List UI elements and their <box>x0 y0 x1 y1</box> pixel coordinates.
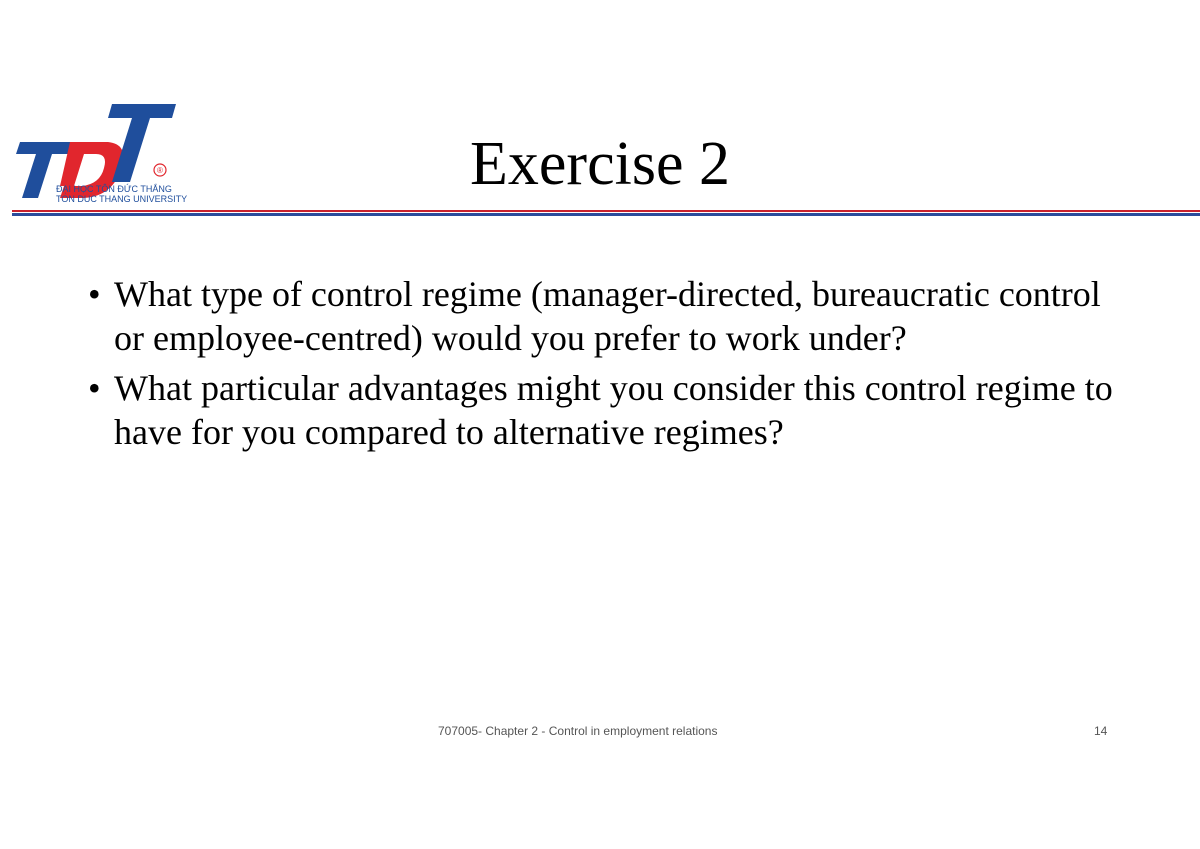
bullet-marker: • <box>88 274 101 314</box>
bullet-marker: • <box>88 368 101 408</box>
footer-course: 707005- Chapter 2 - Control in employment relations <box>438 724 718 738</box>
bullet-item <box>88 272 1128 360</box>
bullet-item <box>88 366 1128 454</box>
registered-mark: ® <box>157 166 163 175</box>
slide-footer <box>0 724 1200 744</box>
bullet-list <box>88 272 1128 460</box>
logo-line-vietnamese: ĐẠI HỌC TÔN ĐỨC THẮNG <box>56 184 172 194</box>
divider-blue-line <box>12 213 1200 216</box>
university-logo <box>12 100 188 208</box>
bullet-text: What particular advantages might you consider this control regime to have for you compared to alternative regimes? <box>114 368 1113 452</box>
header-divider <box>12 210 1200 216</box>
slide-title: Exercise 2 <box>470 130 730 198</box>
page-number: 14 <box>1094 724 1108 738</box>
logo-line-english: TON DUC THANG UNIVERSITY <box>56 194 188 204</box>
divider-red-line <box>12 210 1200 212</box>
bullet-text: What type of control regime (manager-directed, bureaucratic control or employee-centred) would you prefer to work under? <box>114 274 1101 358</box>
